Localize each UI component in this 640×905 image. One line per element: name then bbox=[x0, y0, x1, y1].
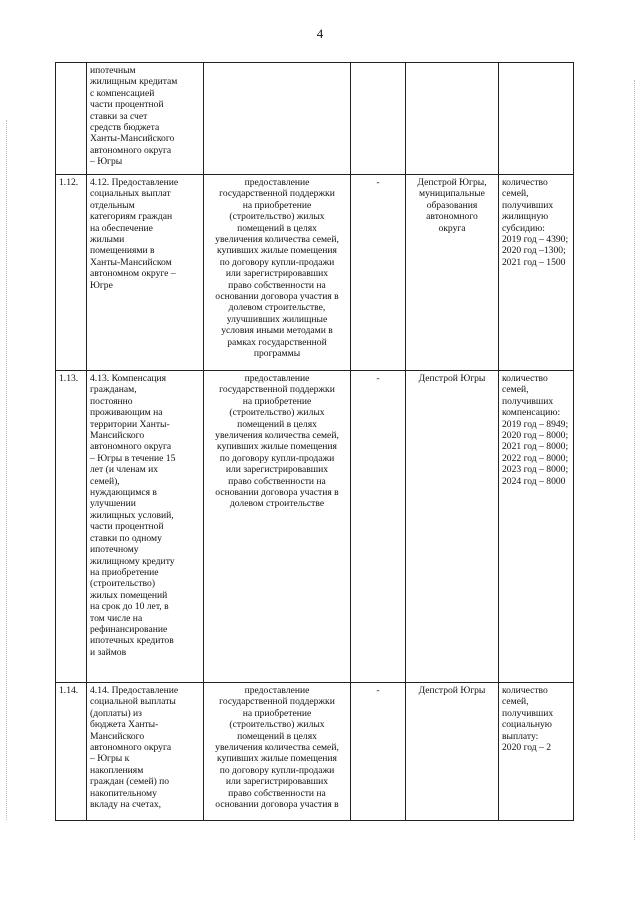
measure-name-cell bbox=[87, 175, 204, 371]
cell-text-line: гражданам, bbox=[90, 384, 137, 396]
cell-text-line: право собственности на bbox=[228, 787, 326, 799]
cell-text-line: 4.12. Предоставление bbox=[90, 177, 179, 188]
cell-text-line: основании договора участия в bbox=[215, 291, 339, 303]
cell-text-line: государственной поддержки bbox=[219, 696, 335, 708]
cell-text-line: 2020 год – 8000; bbox=[502, 430, 569, 442]
cell-text-line: семей, bbox=[502, 188, 529, 200]
cell-text-line: количество bbox=[502, 373, 548, 384]
cell-text-line: предоставление bbox=[244, 685, 310, 696]
funding-source-cell bbox=[351, 63, 406, 175]
cell-text-line: ставки за счет bbox=[90, 110, 148, 122]
cell-text-line: ставки по одному bbox=[90, 532, 162, 544]
cell-text-line: Депстрой Югры bbox=[418, 373, 486, 384]
cell-text-line: жилыми bbox=[90, 234, 125, 246]
cell-text-line: предоставление bbox=[244, 177, 310, 188]
cell-text-line: по договору купли-продажи bbox=[219, 452, 335, 464]
cell-text-line: долевом строительстве, bbox=[228, 302, 326, 314]
cell-text-line: государственной поддержки bbox=[219, 384, 335, 396]
cell-text-line: увеличения количества семей, bbox=[215, 742, 339, 754]
cell-text-line: государственной поддержки bbox=[219, 188, 335, 200]
cell-text-line: (строительство) жилых bbox=[229, 211, 325, 223]
cell-text-line: жилищных условий, bbox=[90, 509, 174, 521]
funding-source-cell bbox=[351, 683, 406, 821]
cell-text-line: программы bbox=[253, 348, 301, 360]
cell-text-line: 2021 год – 8000; bbox=[502, 441, 569, 453]
cell-text-line: средств бюджета bbox=[90, 122, 160, 134]
responsible-cell bbox=[406, 175, 499, 371]
cell-text-line: - bbox=[376, 373, 380, 384]
scan-edge-left bbox=[6, 120, 8, 820]
measure-content-cell bbox=[204, 63, 351, 175]
cell-text-line: бюджета Ханты- bbox=[90, 719, 159, 731]
cell-text-line: или зарегистрировавших bbox=[225, 464, 329, 476]
cell-text-line: по договору купли-продажи bbox=[219, 764, 335, 776]
cell-text-line: купивших жилые помещения bbox=[217, 245, 337, 257]
measure-content-cell bbox=[204, 175, 351, 371]
indicator-cell bbox=[499, 175, 574, 371]
cell-text-line: на обеспечение bbox=[90, 222, 153, 234]
measure-content-cell bbox=[204, 683, 351, 821]
cell-text-line: жилых помещений bbox=[90, 589, 168, 601]
measure-name-cell bbox=[87, 63, 204, 175]
indicator-cell bbox=[499, 683, 574, 821]
cell-text-line: право собственности на bbox=[228, 475, 326, 487]
cell-text-line: или зарегистрировавших bbox=[225, 776, 329, 788]
indicator-cell bbox=[499, 371, 574, 683]
cell-text-line: – Югры к bbox=[90, 753, 130, 765]
cell-text-line: 2021 год – 1500 bbox=[502, 256, 566, 268]
cell-text-line: получивших bbox=[502, 199, 554, 211]
cell-text-line: жилищным кредитам bbox=[90, 76, 178, 88]
responsible-cell bbox=[406, 63, 499, 175]
cell-text-line: 2022 год – 8000; bbox=[502, 452, 569, 464]
cell-text-line: отдельным bbox=[90, 199, 135, 211]
cell-text-line: жилищную bbox=[502, 211, 549, 223]
cell-text-line: помещений в целях bbox=[237, 730, 317, 742]
indicator-cell bbox=[499, 63, 574, 175]
cell-text-line: на приобретение bbox=[242, 199, 312, 211]
cell-text-line: 2023 год – 8000; bbox=[502, 464, 569, 476]
cell-text-line: долевом строительстве bbox=[229, 498, 325, 510]
cell-text-line: улучшении bbox=[90, 498, 136, 510]
cell-text-line: 2024 год – 8000 bbox=[502, 475, 566, 487]
cell-text-line: накоплениям bbox=[90, 764, 144, 776]
cell-text-line: социальной выплаты bbox=[90, 696, 176, 708]
responsible-cell bbox=[406, 371, 499, 683]
row-number-cell bbox=[56, 371, 87, 683]
cell-text-line: Мансийского bbox=[90, 730, 145, 742]
cell-text-line: и займов bbox=[90, 646, 127, 658]
cell-text-line: Мансийского bbox=[90, 430, 145, 442]
cell-text-line: – Югры bbox=[90, 156, 123, 168]
cell-text-line: помещений в целях bbox=[237, 222, 317, 234]
cell-text-line: семей, bbox=[502, 384, 529, 396]
measure-name-cell bbox=[87, 371, 204, 683]
cell-text-line: Депстрой Югры bbox=[418, 685, 486, 696]
cell-text-line: постоянно bbox=[90, 395, 133, 407]
cell-text-line: граждан (семей) по bbox=[90, 776, 170, 788]
cell-text-line: улучшивших жилищные bbox=[226, 313, 328, 325]
cell-text-line: получивших bbox=[502, 707, 554, 719]
cell-text-line: получивших bbox=[502, 395, 554, 407]
cell-text-line: 1.12. bbox=[59, 177, 79, 188]
cell-text-line: автономного bbox=[426, 211, 478, 223]
cell-text-line: купивших жилые помещения bbox=[217, 753, 337, 765]
cell-text-line: основании договора участия в bbox=[215, 487, 339, 499]
cell-text-line: (доплаты) из bbox=[90, 707, 142, 719]
cell-text-line: вкладу на счетах, bbox=[90, 799, 162, 811]
cell-text-line: (строительство) жилых bbox=[229, 407, 325, 419]
table-row bbox=[56, 63, 574, 175]
cell-text-line: 2019 год – 8949; bbox=[502, 418, 569, 430]
cell-text-line: Югре bbox=[90, 279, 113, 291]
cell-text-line: территории Ханты- bbox=[90, 418, 170, 430]
cell-text-line: увеличения количества семей, bbox=[215, 234, 339, 246]
cell-text-line: социальных выплат bbox=[90, 188, 171, 200]
cell-text-line: проживающим на bbox=[90, 407, 163, 419]
cell-text-line: семей, bbox=[502, 696, 529, 708]
cell-text-line: семей), bbox=[90, 475, 120, 487]
cell-text-line: помещений в целях bbox=[237, 418, 317, 430]
cell-text-line: субсидию: bbox=[502, 222, 545, 234]
scan-edge-right bbox=[634, 80, 636, 840]
cell-text-line: условия иными методами в bbox=[221, 325, 333, 337]
cell-text-line: социальную bbox=[502, 719, 552, 731]
cell-text-line: 1.13. bbox=[59, 373, 79, 384]
cell-text-line: Ханты-Мансийского bbox=[90, 133, 175, 145]
cell-text-line: рамках государственной bbox=[227, 336, 327, 348]
cell-text-line: по договору купли-продажи bbox=[219, 256, 335, 268]
table-row bbox=[56, 683, 574, 821]
cell-text-line: 4.14. Предоставление bbox=[90, 685, 179, 696]
cell-text-line: выплату: bbox=[502, 730, 539, 742]
table-row bbox=[56, 371, 574, 683]
cell-text-line: купивших жилые помещения bbox=[217, 441, 337, 453]
cell-text-line: – Югры в течение 15 bbox=[90, 452, 176, 464]
cell-text-line: ипотечному bbox=[90, 544, 139, 556]
cell-text-line: помещениями в bbox=[90, 245, 155, 257]
cell-text-line: автономного округа bbox=[90, 742, 172, 754]
program-table bbox=[55, 62, 574, 821]
cell-text-line: лет (и членам их bbox=[90, 464, 159, 476]
funding-source-cell bbox=[351, 175, 406, 371]
cell-text-line: основании договора участия в bbox=[215, 799, 339, 811]
cell-text-line: автономного округа bbox=[90, 144, 172, 156]
page-number: 4 bbox=[316, 26, 324, 41]
responsible-cell bbox=[406, 683, 499, 821]
cell-text-line: на приобретение bbox=[242, 395, 312, 407]
cell-text-line: количество bbox=[502, 177, 548, 188]
cell-text-line: автономном округе – bbox=[90, 268, 176, 280]
program-table-body bbox=[56, 63, 574, 821]
cell-text-line: Депстрой Югры, bbox=[417, 177, 487, 188]
cell-text-line: компенсацию: bbox=[502, 407, 561, 419]
cell-text-line: категориям граждан bbox=[90, 211, 173, 223]
cell-text-line: увеличения количества семей, bbox=[215, 430, 339, 442]
cell-text-line: с компенсацией bbox=[90, 87, 155, 99]
cell-text-line: нуждающимся в bbox=[90, 487, 157, 499]
cell-text-line: жилищному кредиту bbox=[90, 555, 175, 567]
cell-text-line: ипотечных кредитов bbox=[90, 635, 174, 647]
cell-text-line: 1.14. bbox=[59, 685, 79, 696]
cell-text-line: (строительство) bbox=[90, 578, 156, 590]
cell-text-line: том числе на bbox=[90, 612, 143, 624]
cell-text-line: муниципальные bbox=[419, 188, 485, 200]
cell-text-line: 2020 год – 2 bbox=[502, 742, 552, 754]
measure-content-cell bbox=[204, 371, 351, 683]
cell-text-line: предоставление bbox=[244, 373, 310, 384]
cell-text-line: 2020 год –1300; bbox=[502, 245, 566, 257]
row-number-cell bbox=[56, 175, 87, 371]
cell-text-line: на приобретение bbox=[90, 566, 159, 578]
cell-text-line: - bbox=[376, 685, 380, 696]
measure-name-cell bbox=[87, 683, 204, 821]
cell-text-line: - bbox=[376, 177, 380, 188]
cell-text-line: накопительному bbox=[90, 787, 157, 799]
cell-text-line: на срок до 10 лет, в bbox=[90, 601, 169, 613]
cell-text-line: Ханты-Мансийском bbox=[90, 256, 172, 268]
cell-text-line: округа bbox=[438, 222, 466, 234]
funding-source-cell bbox=[351, 371, 406, 683]
cell-text-line: право собственности на bbox=[228, 279, 326, 291]
cell-text-line: части процентной bbox=[90, 521, 164, 533]
cell-text-line: 2019 год – 4390; bbox=[502, 234, 569, 246]
cell-text-line: образования bbox=[426, 199, 478, 211]
cell-text-line: рефинансирование bbox=[90, 623, 168, 635]
cell-text-line: (строительство) жилых bbox=[229, 719, 325, 731]
row-number-cell bbox=[56, 683, 87, 821]
cell-text-line: части процентной bbox=[90, 99, 164, 111]
cell-text-line: ипотечным bbox=[90, 65, 136, 76]
cell-text-line: 4.13. Компенсация bbox=[90, 373, 167, 384]
cell-text-line: на приобретение bbox=[242, 707, 312, 719]
table-row bbox=[56, 175, 574, 371]
cell-text-line: количество bbox=[502, 685, 548, 696]
row-number-cell bbox=[56, 63, 87, 175]
cell-text-line: автономного округа bbox=[90, 441, 172, 453]
cell-text-line: или зарегистрировавших bbox=[225, 268, 329, 280]
